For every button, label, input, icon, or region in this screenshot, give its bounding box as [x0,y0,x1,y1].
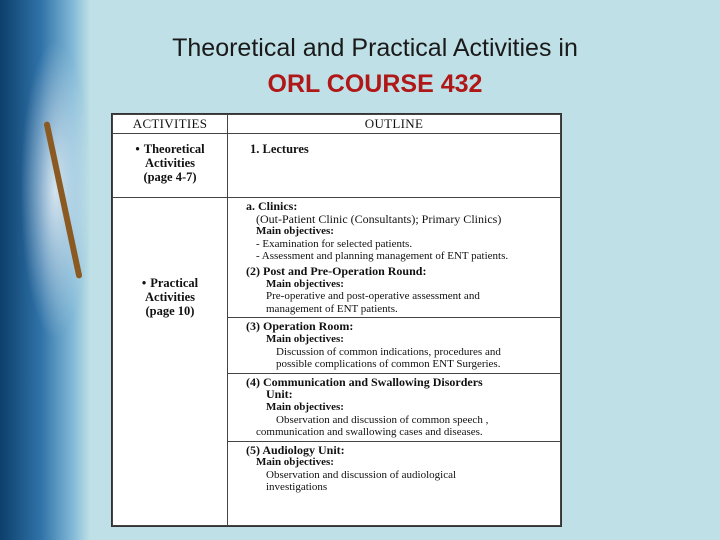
activity-line: Activities [145,290,195,304]
slide-title-line-2: ORL COURSE 432 [267,70,483,98]
activity-line: Theoretical [143,142,205,156]
header-activities: ACTIVITIES [113,115,228,134]
audiology-block [228,442,560,496]
header-outline: OUTLINE [228,115,561,134]
objective-text: Discussion of common indications, procedures and [276,345,501,358]
table-header-row [113,115,561,134]
activity-line: Practical [150,276,199,290]
activity-line: Activities [145,156,195,170]
operation-room-block [228,318,560,373]
activity-page-ref: (page 10) [145,304,195,318]
section-heading: (4) Communication and Swallowing Disorders [246,374,483,389]
section-heading: a. Clinics: [246,199,298,213]
activities-table-document [111,113,562,527]
table-row-practical [113,198,561,526]
activity-page-ref: (page 4-7) [143,170,197,184]
section-heading: (3) Operation Room: [246,319,354,334]
activities-table [112,114,561,526]
slide-title-line-1: Theoretical and Practical Activities in [172,34,578,62]
objectives-label: Main objectives: [256,456,334,469]
section-heading: Unit: [266,387,293,402]
objectives-label: Main objectives: [256,225,334,238]
decorative-side-image [0,0,90,540]
objective-item: - Examination for selected patients. [256,237,413,250]
objective-text: management of ENT patients. [266,302,398,315]
section-sub: (Out-Patient Clinic (Consultants); Primary Clinics) [256,211,502,226]
objective-text: Observation and discussion of audiological [266,468,457,481]
objective-text: Observation and discussion of common speech , [276,413,489,426]
objective-text: possible complications of common ENT Surgeries. [276,358,501,371]
section-heading: (5) Audiology Unit: [246,442,345,457]
objectives-label: Main objectives: [266,400,344,413]
table-row-theoretical [113,134,561,198]
objectives-label: Main objectives: [266,332,344,345]
objectives-label: Main objectives: [266,277,344,290]
activity-practical [113,198,228,526]
communication-block [228,374,560,442]
objective-item: - Assessment and planning management of ENT patients. [256,250,509,263]
clinics-block [228,198,560,318]
outline-lectures [228,134,561,198]
outline-practical [228,198,561,526]
section-heading: (2) Post and Pre-Operation Round: [246,263,427,278]
bullet: • [135,142,140,156]
objective-text: communication and swallowing cases and diseases. [256,426,483,439]
outline-item: 1. Lectures [250,142,309,156]
objective-text: investigations [266,481,328,494]
light-glow [20,40,90,340]
activity-theoretical [113,134,228,198]
bullet: • [141,276,147,290]
objective-text: Pre-operative and post-operative assessment and [266,290,480,303]
